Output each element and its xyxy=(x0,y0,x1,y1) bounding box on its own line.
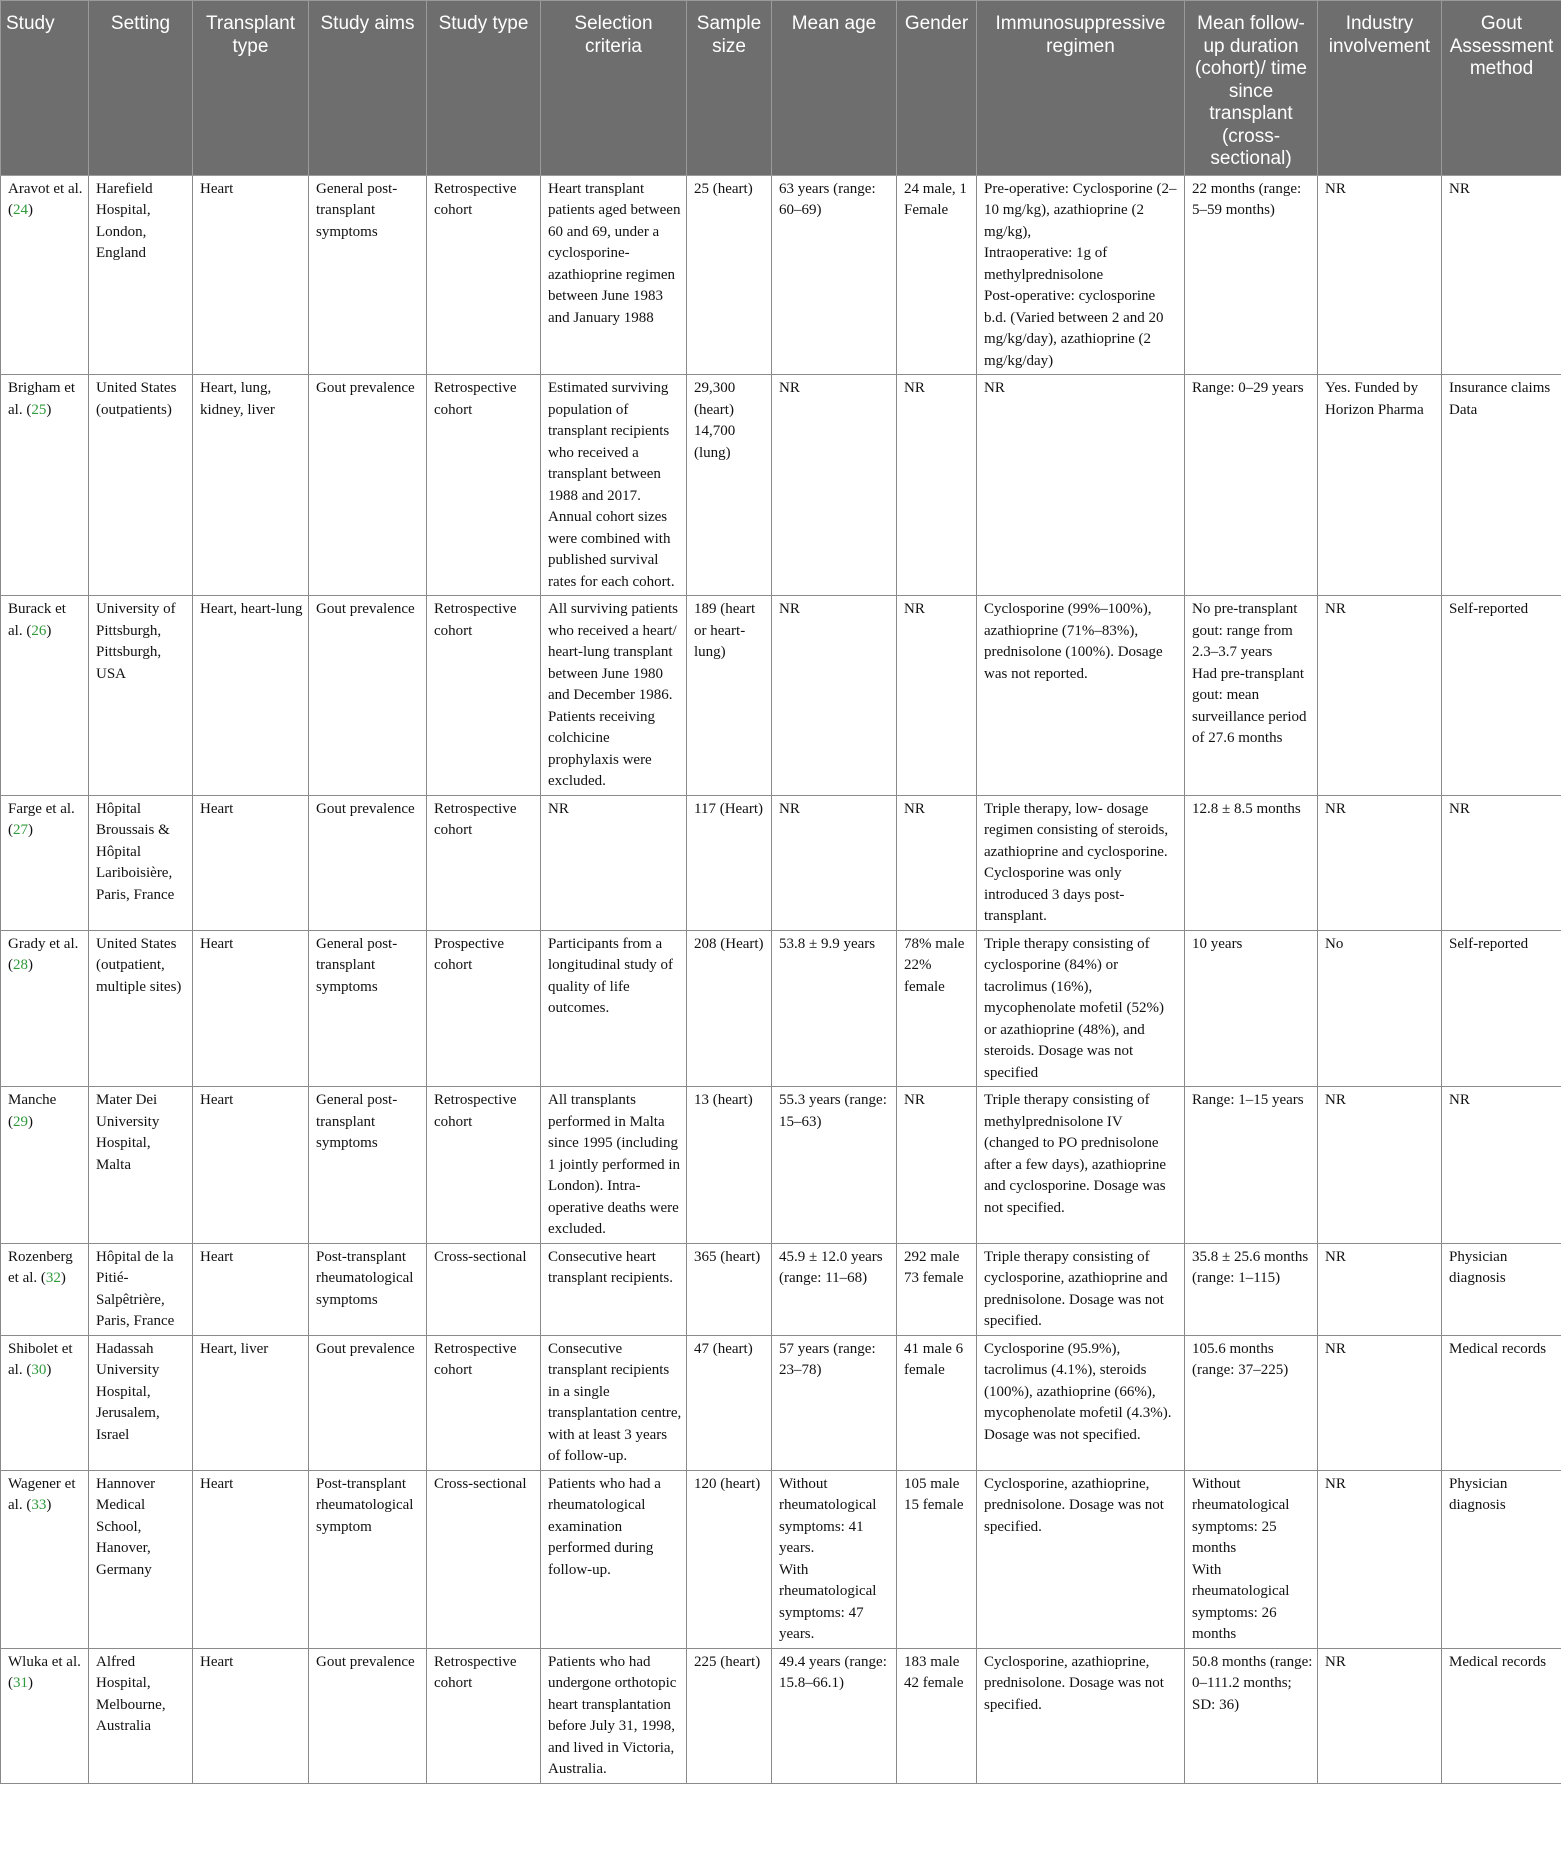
follow-up-cell xyxy=(1185,795,1318,930)
selection-criteria-cell: Estimated surviving population of transplant recipients who received a transplant between 1988 and 2017. Annual cohort sizes were combined with published survival rates for each cohort. xyxy=(541,375,687,596)
regimen-line: Triple therapy consisting of cyclosporine (84%) or tacrolimus (16%), mycophenolate mofetil (52%) or azathioprine (48%), and steroids. Dosage was not specified xyxy=(984,935,1164,1081)
industry-involvement-cell: NR xyxy=(1318,1335,1442,1470)
study-cell xyxy=(1,175,89,375)
setting-cell: Harefield Hospital, London, England xyxy=(89,175,193,375)
header-industry-involvement: Industry involvement xyxy=(1318,1,1442,176)
setting-cell: Hôpital Broussais & Hôpital Lariboisière, Paris, France xyxy=(89,795,193,930)
table-row xyxy=(1,795,1561,930)
regimen-line: NR xyxy=(984,380,1005,396)
header-immunosuppressive-regimen: Immunosuppressive regimen xyxy=(977,1,1185,176)
selection-criteria-cell: All transplants performed in Malta since 1995 (including 1 jointly performed in London). Intra-operative deaths were excluded. xyxy=(541,1087,687,1244)
study-author: Wluka et al. ( xyxy=(8,1653,81,1691)
sample-size-cell: 365 (heart) xyxy=(687,1243,772,1335)
gender-cell: NR xyxy=(897,795,977,930)
mean-age-line: Without rheumatological symptoms: 41 years. xyxy=(779,1475,877,1556)
study-cell xyxy=(1,375,89,596)
immunosuppressive-regimen-cell xyxy=(977,1335,1185,1470)
study-close: ) xyxy=(28,1675,33,1691)
study-author: Manche ( xyxy=(8,1092,57,1130)
immunosuppressive-regimen-cell xyxy=(977,795,1185,930)
header-sample-size: Sample size xyxy=(687,1,772,176)
selection-criteria-cell: Patients who had a rheumatological examination performed during follow-up. xyxy=(541,1470,687,1648)
immunosuppressive-regimen-cell xyxy=(977,1648,1185,1783)
follow-up-line: Without rheumatological symptoms: 25 months xyxy=(1192,1475,1290,1556)
industry-involvement-cell: NR xyxy=(1318,1648,1442,1783)
reference-link[interactable]: 33 xyxy=(31,1497,47,1513)
study-type-cell: Retrospective cohort xyxy=(427,1087,541,1244)
mean-age-cell: 45.9 ± 12.0 years (range: 11–68) xyxy=(772,1243,897,1335)
follow-up-cell xyxy=(1185,1470,1318,1648)
reference-link[interactable]: 24 xyxy=(13,202,28,218)
setting-cell: Hadassah University Hospital, Jerusalem, Israel xyxy=(89,1335,193,1470)
mean-age-cell: 63 years (range: 60–69) xyxy=(772,175,897,375)
follow-up-cell xyxy=(1185,375,1318,596)
regimen-line: Intraoperative: 1g of methylprednisolone xyxy=(984,245,1108,283)
table-row xyxy=(1,175,1561,375)
study-cell xyxy=(1,1243,89,1335)
gout-assessment-cell: Physician diagnosis xyxy=(1442,1243,1561,1335)
study-aims-cell: Post-transplant rheumatological symptoms xyxy=(309,1243,427,1335)
gout-assessment-cell: Self-reported xyxy=(1442,596,1561,796)
gout-assessment-cell: NR xyxy=(1442,795,1561,930)
study-cell xyxy=(1,1470,89,1648)
industry-involvement-cell: NR xyxy=(1318,175,1442,375)
study-cell xyxy=(1,596,89,796)
table-row xyxy=(1,930,1561,1087)
transplant-type-cell: Heart, heart-lung xyxy=(193,596,309,796)
gout-assessment-cell: Medical records xyxy=(1442,1335,1561,1470)
header-setting: Setting xyxy=(89,1,193,176)
sample-size-cell: 29,300 (heart) 14,700 (lung) xyxy=(687,375,772,596)
regimen-line: Triple therapy consisting of methylprednisolone IV (changed to PO prednisolone after a few days), azathioprine and cyclosporine. Dosage was not specified. xyxy=(984,1092,1166,1216)
header-study-aims: Study aims xyxy=(309,1,427,176)
header-gout-assessment: Gout Assessment method xyxy=(1442,1,1561,176)
follow-up-cell xyxy=(1185,1087,1318,1244)
study-close: ) xyxy=(28,1113,33,1130)
header-selection-criteria: Selection criteria xyxy=(541,1,687,176)
gender-cell: 183 male 42 female xyxy=(897,1648,977,1783)
table-row xyxy=(1,1087,1561,1244)
table-row xyxy=(1,1470,1561,1648)
regimen-line: Triple therapy, low- dosage regimen consisting of steroids, azathioprine and cyclosporine. Cyclosporine was only introduced 3 days post-transplant. xyxy=(984,800,1169,924)
study-type-cell: Cross-sectional xyxy=(427,1470,541,1648)
sample-size-cell: 120 (heart) xyxy=(687,1470,772,1648)
study-close: ) xyxy=(46,1497,52,1513)
immunosuppressive-regimen-cell xyxy=(977,1087,1185,1244)
study-author: Aravot et al. ( xyxy=(8,180,83,218)
setting-cell: Hôpital de la Pitié-Salpêtrière, Paris, France xyxy=(89,1243,193,1335)
setting-cell: United States (outpatient, multiple sites) xyxy=(89,930,193,1087)
transplant-type-cell: Heart, liver xyxy=(193,1335,309,1470)
study-aims-cell: Gout prevalence xyxy=(309,596,427,796)
study-aims-cell: General post-transplant symptoms xyxy=(309,1087,427,1244)
setting-cell: Alfred Hospital, Melbourne, Australia xyxy=(89,1648,193,1783)
regimen-line: Cyclosporine (99%–100%), azathioprine (71%–83%), prednisolone (100%). Dosage was not reported. xyxy=(984,601,1163,682)
study-cell xyxy=(1,1087,89,1244)
study-author: Farge et al. ( xyxy=(8,800,75,838)
table-header xyxy=(1,1,1561,176)
follow-up-line: Had pre-transplant gout: mean surveillance period of 27.6 months xyxy=(1192,665,1307,746)
gender-cell: 41 male 6 female xyxy=(897,1335,977,1470)
sample-size-cell: 25 (heart) xyxy=(687,175,772,375)
study-close: ) xyxy=(28,957,33,973)
selection-criteria-cell: All surviving patients who received a heart/ heart-lung transplant between June 1980 and December 1986. Patients receiving colchicine prophylaxis were excluded. xyxy=(541,596,687,796)
header-study-type: Study type xyxy=(427,1,541,176)
follow-up-line: No pre-transplant gout: range from 2.3–3.7 years xyxy=(1192,601,1298,660)
setting-cell: Mater Dei University Hospital, Malta xyxy=(89,1087,193,1244)
reference-link[interactable]: 30 xyxy=(31,1362,47,1378)
mean-age-cell: 57 years (range: 23–78) xyxy=(772,1335,897,1470)
mean-age-cell: NR xyxy=(772,596,897,796)
gender-cell: NR xyxy=(897,596,977,796)
mean-age-cell: 53.8 ± 9.9 years xyxy=(772,930,897,1087)
gender-cell: 292 male 73 female xyxy=(897,1243,977,1335)
study-aims-cell: Gout prevalence xyxy=(309,1335,427,1470)
industry-involvement-cell: NR xyxy=(1318,596,1442,796)
transplant-type-cell: Heart, lung, kidney, liver xyxy=(193,375,309,596)
setting-cell: University of Pittsburgh, Pittsburgh, USA xyxy=(89,596,193,796)
follow-up-line: 105.6 months (range: 37–225) xyxy=(1192,1340,1289,1378)
immunosuppressive-regimen-cell xyxy=(977,1470,1185,1648)
sample-size-cell: 208 (Heart) xyxy=(687,930,772,1087)
study-aims-cell: Gout prevalence xyxy=(309,795,427,930)
study-author: Wagener et al. ( xyxy=(8,1475,76,1513)
reference-link[interactable]: 31 xyxy=(13,1675,28,1691)
selection-criteria-cell: NR xyxy=(541,795,687,930)
study-type-cell: Prospective cohort xyxy=(427,930,541,1087)
regimen-line: Pre-operative: Cyclosporine (2–10 mg/kg), azathioprine (2 mg/kg), xyxy=(984,180,1177,240)
regimen-line: Cyclosporine (95.9%), tacrolimus (4.1%), steroids (100%), azathioprine (66%), mycophenolate mofetil (4.3%). Dosage was not specified. xyxy=(984,1340,1172,1443)
table-row xyxy=(1,375,1561,596)
sample-size-cell: 189 (heart or heart-lung) xyxy=(687,596,772,796)
study-close: ) xyxy=(46,622,52,639)
gender-cell: 24 male, 1 Female xyxy=(897,175,977,375)
reference-link[interactable]: 32 xyxy=(45,1270,61,1286)
study-close: ) xyxy=(28,822,33,838)
immunosuppressive-regimen-cell xyxy=(977,375,1185,596)
follow-up-cell xyxy=(1185,1648,1318,1783)
gender-cell: 105 male 15 female xyxy=(897,1470,977,1648)
transplant-type-cell: Heart xyxy=(193,1648,309,1783)
follow-up-cell xyxy=(1185,596,1318,796)
industry-involvement-cell: NR xyxy=(1318,1470,1442,1648)
table-body xyxy=(1,175,1561,1783)
reference-link[interactable]: 28 xyxy=(13,957,28,973)
follow-up-cell xyxy=(1185,930,1318,1087)
industry-involvement-cell: NR xyxy=(1318,1087,1442,1244)
study-type-cell: Retrospective cohort xyxy=(427,1648,541,1783)
follow-up-cell xyxy=(1185,1335,1318,1470)
study-author: Burack et al. ( xyxy=(8,601,66,639)
study-author: Brigham et al. ( xyxy=(8,380,76,418)
reference-link[interactable]: 25 xyxy=(31,401,47,418)
selection-criteria-cell: Participants from a longitudinal study of quality of life outcomes. xyxy=(541,930,687,1087)
study-author: Grady et al. ( xyxy=(8,935,79,973)
regimen-line: Cyclosporine, azathioprine, prednisolone. Dosage was not specified. xyxy=(984,1475,1164,1535)
reference-link[interactable]: 27 xyxy=(13,822,28,838)
mean-age-cell: 55.3 years (range: 15–63) xyxy=(772,1087,897,1244)
study-aims-cell: Gout prevalence xyxy=(309,1648,427,1783)
study-type-cell: Cross-sectional xyxy=(427,1243,541,1335)
transplant-type-cell: Heart xyxy=(193,795,309,930)
transplant-type-cell: Heart xyxy=(193,175,309,375)
mean-age-line: With rheumatological symptoms: 47 years. xyxy=(779,1561,877,1642)
follow-up-cell xyxy=(1185,175,1318,375)
study-close: ) xyxy=(46,401,52,418)
selection-criteria-cell: Consecutive transplant recipients in a single transplantation centre, with at least 3 years of follow-up. xyxy=(541,1335,687,1470)
selection-criteria-cell: Consecutive heart transplant recipients. xyxy=(541,1243,687,1335)
mean-age-cell xyxy=(772,1470,897,1648)
transplant-type-cell: Heart xyxy=(193,1243,309,1335)
study-close: ) xyxy=(46,1362,52,1378)
study-type-cell: Retrospective cohort xyxy=(427,1335,541,1470)
gout-assessment-cell: Insurance claims Data xyxy=(1442,375,1561,596)
gout-assessment-cell: Physician diagnosis xyxy=(1442,1470,1561,1648)
follow-up-line: 35.8 ± 25.6 months (range: 1–115) xyxy=(1192,1248,1309,1286)
immunosuppressive-regimen-cell xyxy=(977,930,1185,1087)
gender-cell: NR xyxy=(897,1087,977,1244)
table-row xyxy=(1,1648,1561,1783)
mean-age-cell: NR xyxy=(772,795,897,930)
study-aims-cell: Post-transplant rheumatological symptom xyxy=(309,1470,427,1648)
header-gender: Gender xyxy=(897,1,977,176)
selection-criteria-cell: Patients who had undergone orthotopic heart transplantation before July 31, 1998, and lived in Victoria, Australia. xyxy=(541,1648,687,1783)
study-aims-cell: Gout prevalence xyxy=(309,375,427,596)
regimen-line: Triple therapy consisting of cyclosporine, azathioprine and prednisolone. Dosage was not specified. xyxy=(984,1248,1168,1329)
study-cell xyxy=(1,795,89,930)
reference-link[interactable]: 26 xyxy=(31,622,47,639)
table-row xyxy=(1,596,1561,796)
mean-age-cell: 49.4 years (range: 15.8–66.1) xyxy=(772,1648,897,1783)
gender-cell: 78% male 22% female xyxy=(897,930,977,1087)
transplant-type-cell: Heart xyxy=(193,930,309,1087)
study-cell xyxy=(1,930,89,1087)
regimen-line: Cyclosporine, azathioprine, prednisolone. Dosage was not specified. xyxy=(984,1653,1164,1713)
sample-size-cell: 225 (heart) xyxy=(687,1648,772,1783)
study-type-cell: Retrospective cohort xyxy=(427,375,541,596)
follow-up-line: 10 years xyxy=(1192,935,1243,952)
sample-size-cell: 13 (heart) xyxy=(687,1087,772,1244)
study-close: ) xyxy=(60,1270,66,1286)
gout-assessment-cell: NR xyxy=(1442,175,1561,375)
gout-assessment-cell: Medical records xyxy=(1442,1648,1561,1783)
study-cell xyxy=(1,1335,89,1470)
transplant-type-cell: Heart xyxy=(193,1087,309,1244)
follow-up-line: 50.8 months (range: 0–111.2 months; SD: 36) xyxy=(1192,1653,1313,1713)
immunosuppressive-regimen-cell xyxy=(977,596,1185,796)
follow-up-line: Range: 1–15 years xyxy=(1192,1092,1304,1108)
setting-cell: Hannover Medical School, Hanover, Germany xyxy=(89,1470,193,1648)
study-author: Rozenberg et al. ( xyxy=(8,1248,73,1286)
gout-assessment-cell: NR xyxy=(1442,1087,1561,1244)
setting-cell: United States (outpatients) xyxy=(89,375,193,596)
follow-up-line: 22 months (range: 5–59 months) xyxy=(1192,180,1302,218)
header-study: Study xyxy=(1,1,89,176)
sample-size-cell: 117 (Heart) xyxy=(687,795,772,930)
study-close: ) xyxy=(28,202,33,218)
industry-involvement-cell: Yes. Funded by Horizon Pharma xyxy=(1318,375,1442,596)
mean-age-cell: NR xyxy=(772,375,897,596)
study-cell xyxy=(1,1648,89,1783)
study-type-cell: Retrospective cohort xyxy=(427,596,541,796)
follow-up-line: With rheumatological symptoms: 26 months xyxy=(1192,1561,1290,1642)
reference-link[interactable]: 29 xyxy=(13,1113,28,1130)
follow-up-line: Range: 0–29 years xyxy=(1192,380,1304,396)
header-row xyxy=(1,1,1561,176)
table-row xyxy=(1,1243,1561,1335)
regimen-line: Post-operative: cyclosporine b.d. (Varied between 2 and 20 mg/kg/day), azathioprine (2 mg/kg/day) xyxy=(984,288,1164,369)
header-mean-age: Mean age xyxy=(772,1,897,176)
follow-up-cell xyxy=(1185,1243,1318,1335)
header-transplant-type: Transplant type xyxy=(193,1,309,176)
immunosuppressive-regimen-cell xyxy=(977,1243,1185,1335)
study-author: Shibolet et al. ( xyxy=(8,1340,73,1378)
industry-involvement-cell: NR xyxy=(1318,795,1442,930)
sample-size-cell: 47 (heart) xyxy=(687,1335,772,1470)
transplant-type-cell: Heart xyxy=(193,1470,309,1648)
gout-assessment-cell: Self-reported xyxy=(1442,930,1561,1087)
study-aims-cell: General post-transplant symptoms xyxy=(309,175,427,375)
study-aims-cell: General post-transplant symptoms xyxy=(309,930,427,1087)
follow-up-line: 12.8 ± 8.5 months xyxy=(1192,800,1301,817)
study-type-cell: Retrospective cohort xyxy=(427,795,541,930)
immunosuppressive-regimen-cell xyxy=(977,175,1185,375)
industry-involvement-cell: NR xyxy=(1318,1243,1442,1335)
header-follow-up: Mean follow-up duration (cohort)/ time since transplant (cross-sectional) xyxy=(1185,1,1318,176)
table-row xyxy=(1,1335,1561,1470)
gender-cell: NR xyxy=(897,375,977,596)
industry-involvement-cell: No xyxy=(1318,930,1442,1087)
selection-criteria-cell: Heart transplant patients aged between 60 and 69, under a cyclosporine-azathioprine regimen between June 1983 and January 1988 xyxy=(541,175,687,375)
study-type-cell: Retrospective cohort xyxy=(427,175,541,375)
